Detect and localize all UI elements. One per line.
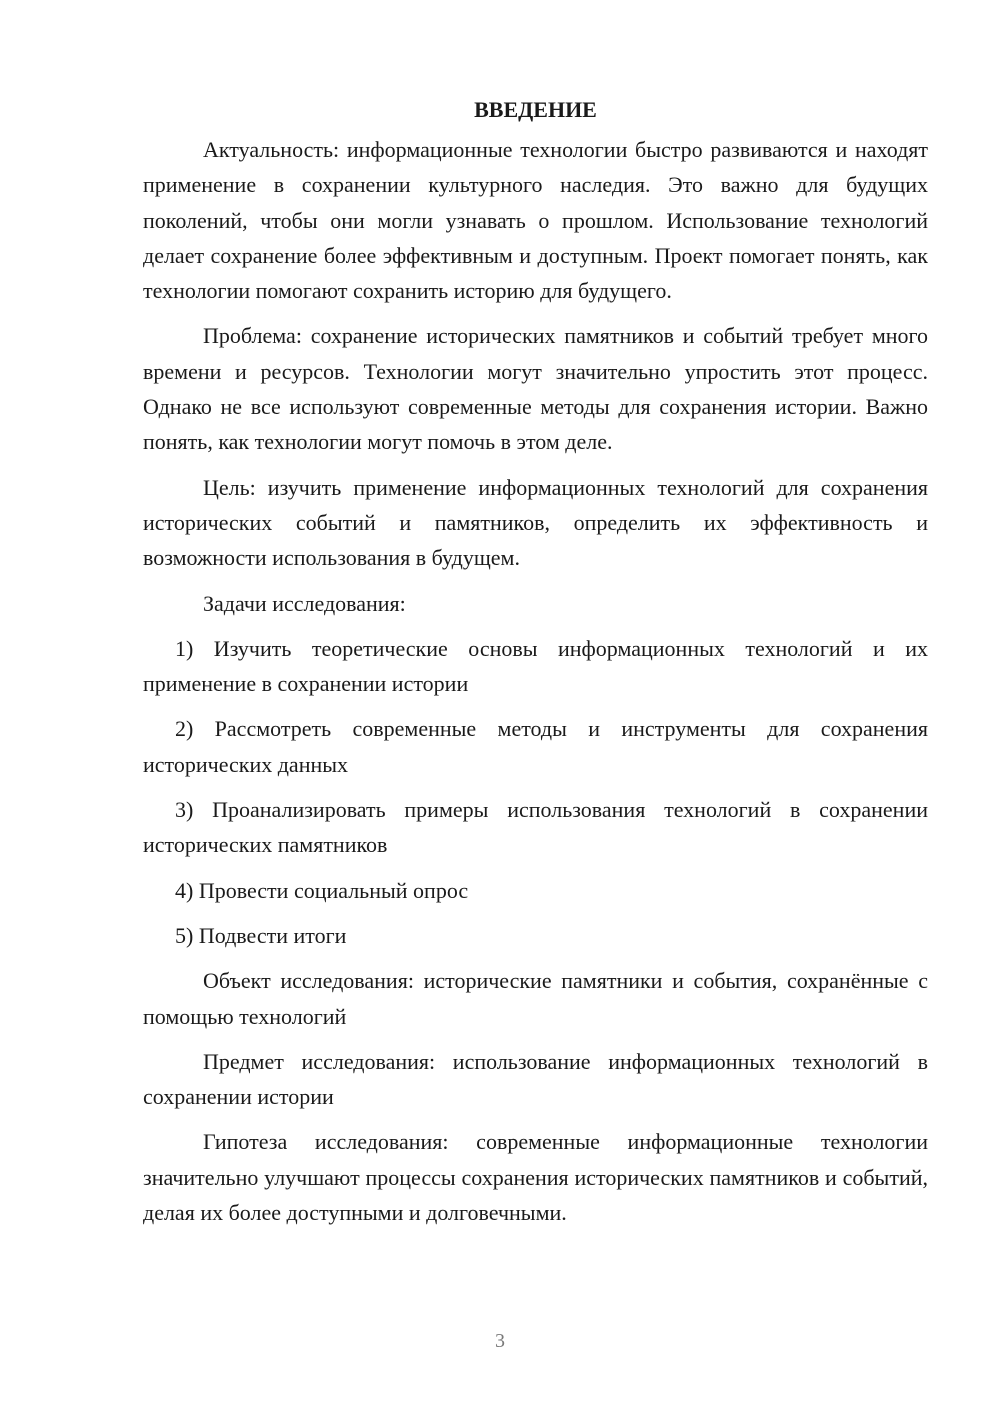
task-item-3: 3) Проанализировать примеры использования технологий в сохранении исторических памятников [143,797,928,858]
object-paragraph: Объект исследования: исторические памятники и события, сохранённые с помощью технологий [143,968,928,1029]
document-page [143,92,928,1240]
page-title: ВВЕДЕНИЕ [474,97,597,122]
tasks-heading: Задачи исследования: [203,590,406,616]
task-item-2: 2) Рассмотреть современные методы и инструменты для сохранения исторических данных [143,716,928,777]
page-number: 3 [495,1330,505,1352]
task-item-4: 4) Провести социальный опрос [175,877,469,903]
problem-paragraph: Проблема: сохранение исторических памятников и событий требует много времени и ресурсов. Технологии могут значительно упростить этот процесс. Однако не все используют современные методы для сохранения истории. Важно понять, как технологии могут помочь в этом деле. [143,323,928,455]
relevance-paragraph: Актуальность: информационные технологии быстро развиваются и находят применение в сохранении культурного наследия. Это важно для будущих поколений, чтобы они могли узнавать о прошлом. Использование технологий делает сохранение более эффективным и доступным. Проект помогает понять, как технологии помогают сохранить историю для будущего. [143,137,928,304]
task-item-1: 1) Изучить теоретические основы информационных технологий и их применение в сохранении истории [143,635,928,697]
task-item-5: 5) Подвести итоги [175,922,347,948]
hypothesis-paragraph: Гипотеза исследования: современные информационные технологии значительно улучшают процессы сохранения исторических памятников и событий, делая их более доступными и долговечными. [143,1129,928,1226]
goal-paragraph: Цель: изучить применение информационных технологий для сохранения исторических событий и памятников, определить их эффективность и возможности использования в будущем. [143,474,928,571]
subject-paragraph: Предмет исследования: использование информационных технологий в сохранении истории [143,1048,928,1110]
